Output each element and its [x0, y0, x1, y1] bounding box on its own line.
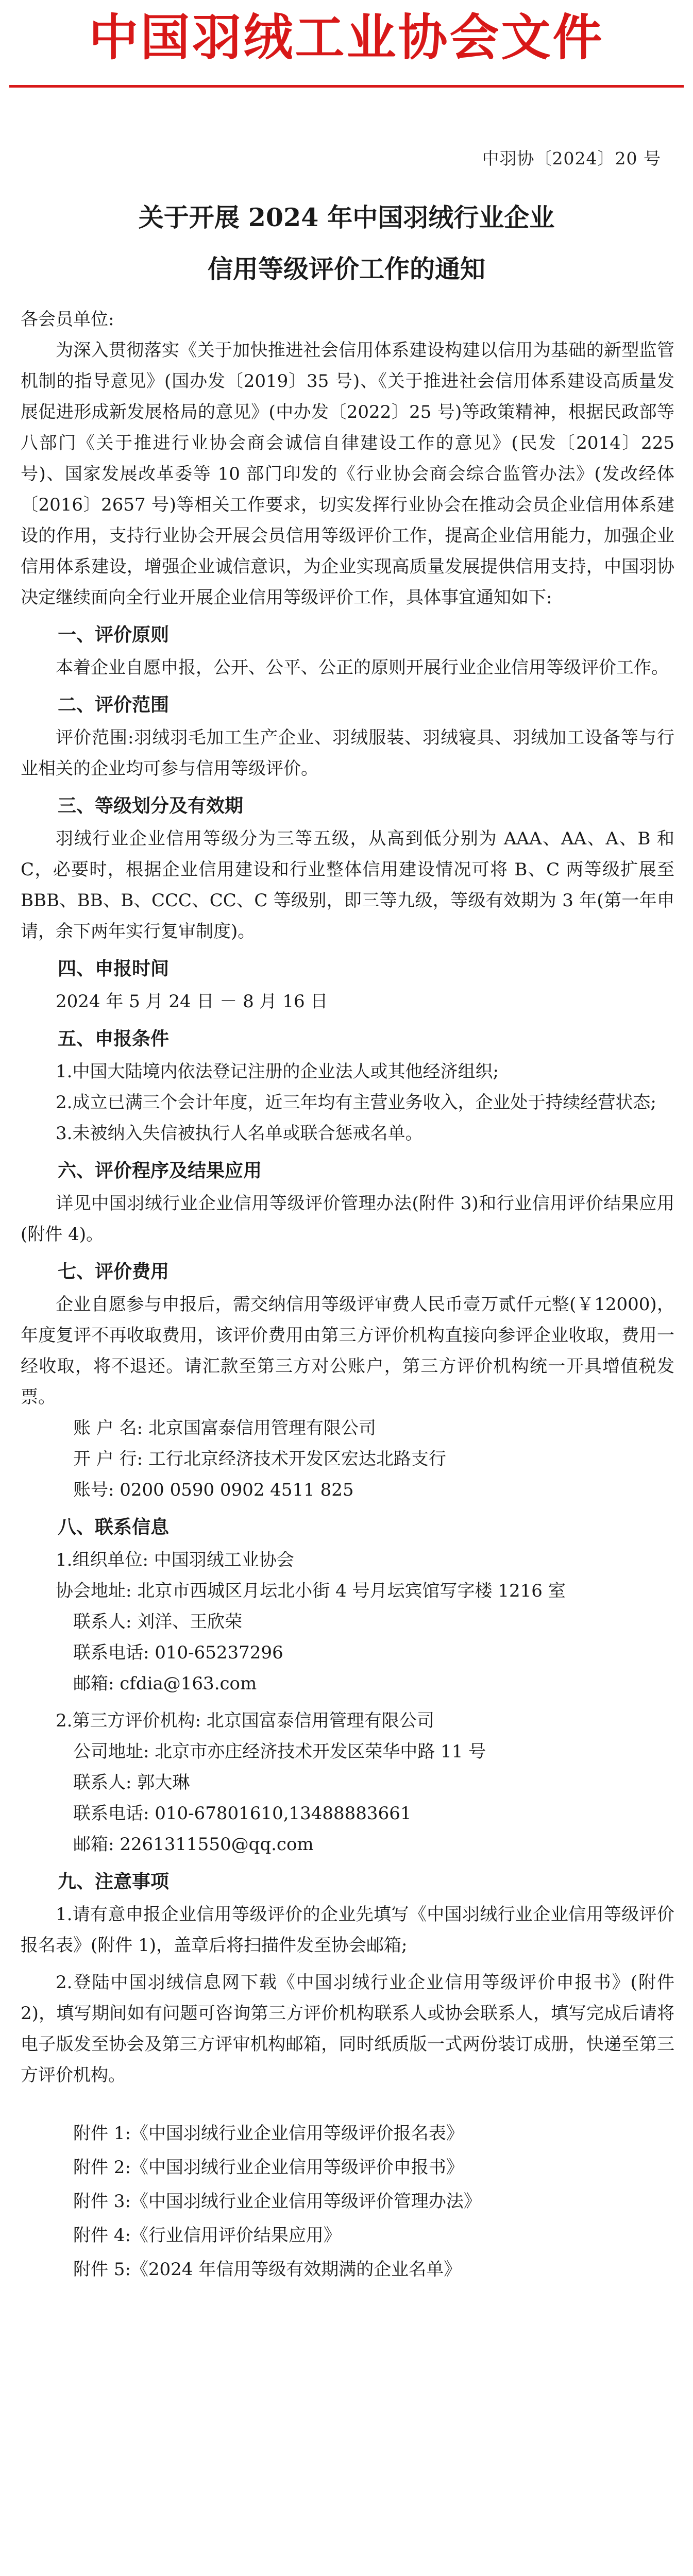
- section-heading-notes: 九、注意事项: [58, 1871, 170, 1892]
- section-heading-fees: 七、评价费用: [58, 1261, 170, 1282]
- contact-org-1-phone: 联系电话: 010-65237296: [73, 1642, 283, 1663]
- section-heading-grades: 三、等级划分及有效期: [58, 795, 244, 817]
- attachment-item: 附件 4:《行业信用评价结果应用》: [73, 2225, 341, 2246]
- section-text-scope: 评价范围:羽绒羽毛加工生产企业、羽绒服装、羽绒寝具、羽绒加工设备等与行业相关的企业均可参与信用等级评价。: [21, 727, 674, 779]
- section-text-period: 2024 年 5 月 24 日 － 8 月 16 日: [56, 991, 328, 1012]
- account-bank: 开 户 行: 工行北京经济技术开发区宏达北路支行: [73, 1449, 446, 1469]
- contact-org-2-email: 邮箱: 2261311550@qq.com: [73, 1834, 314, 1855]
- section-heading-scope: 二、评价范围: [58, 694, 170, 716]
- intro-paragraph: 为深入贯彻落实《关于加快推进社会信用体系建设构建以信用为基础的新型监管机制的指导意见》(国办发〔2019〕35 号)、《关于推进社会信用体系建设高质量发展促进形成新发展格局的意见》(中办发〔2022〕25 号)等政策精神，根据民政部等八部门《关于推进行业协会商会诚信自律建设工作的意见》(民发〔2014〕225 号)、国家发展改革委等 10 部门印发的《行业协会商会综合监管办法》(发改经体〔2016〕2657 号)等相关工作要求，切实发挥行业协会在推动会员企业信用体系建设的作用，支持行业协会开展会员信用等级评价工作，提高企业信用能力，加强企业信用体系建设，增强企业诚信意识，为企业实现高质量发展提供信用支持，中国羽协决定继续面向全行业开展企业信用等级评价工作，具体事宜通知如下:: [21, 340, 674, 608]
- attachment-item: 附件 2:《中国羽绒行业企业信用等级评价申报书》: [73, 2157, 464, 2178]
- attachment-item: 附件 5:《2024 年信用等级有效期满的企业名单》: [73, 2259, 462, 2280]
- contact-org-2-address: 公司地址: 北京市亦庄经济技术开发区荣华中路 11 号: [73, 1741, 486, 1762]
- account-name: 账 户 名: 北京国富泰信用管理有限公司: [73, 1418, 376, 1438]
- section-heading-principle: 一、评价原则: [58, 624, 170, 646]
- contact-org-1: 1.组织单位: 中国羽绒工业协会: [56, 1550, 294, 1570]
- contact-org-2: 2.第三方评价机构: 北京国富泰信用管理有限公司: [56, 1710, 434, 1731]
- notice-title: [0, 192, 693, 295]
- condition-item: 1.中国大陆境内依法登记注册的企业法人或其他经济组织;: [56, 1061, 499, 1082]
- contact-org-2-phone: 联系电话: 010-67801610,13488883661: [73, 1803, 412, 1824]
- attachment-item: 附件 1:《中国羽绒行业企业信用等级评价报名表》: [73, 2123, 464, 2144]
- note-item-1: 1.请有意申报企业信用等级评价的企业先填写《中国羽绒行业企业信用等级评价报名表》(附件 1)，盖章后将扫描件发至协会邮箱;: [21, 1904, 674, 1956]
- document-header-title: 中国羽绒工业协会文件: [89, 9, 604, 66]
- contact-org-1-address: 协会地址: 北京市西城区月坛北小街 4 号月坛宾馆写字楼 1216 室: [56, 1581, 566, 1601]
- condition-item: 2.成立已满三个会计年度，近三年均有主营业务收入，企业处于持续经营状态;: [56, 1092, 656, 1113]
- attachment-list: [21, 2116, 674, 2286]
- section-text-principle: 本着企业自愿申报，公开、公平、公正的原则开展行业企业信用等级评价工作。: [56, 657, 669, 678]
- section-text-grades: 羽绒行业企业信用等级分为三等五级，从高到低分别为 AAA、AA、A、B 和 C，必要时，根据企业信用建设和行业整体信用建设情况可将 B、C 两等级扩展至 BBB、BB、B、CCC、CC、C 等级别，即三等九级，等级有效期为 3 年(第一年申请，余下两年实行复审制度)。: [21, 828, 674, 942]
- contact-org-1-email: 邮箱: cfdia@163.com: [73, 1673, 257, 1694]
- contact-org-2-person: 联系人: 郭大琳: [73, 1772, 190, 1793]
- section-heading-period: 四、申报时间: [58, 958, 170, 979]
- contact-org-1-person: 联系人: 刘洋、王欣荣: [73, 1612, 243, 1632]
- section-text-procedure: 详见中国羽绒行业企业信用等级评价管理办法(附件 3)和行业信用评价结果应用(附件 4)。: [21, 1193, 674, 1245]
- header-red-divider: [9, 85, 684, 88]
- notice-title-line-1: 关于开展 2024 年中国羽绒行业企业: [138, 202, 555, 232]
- account-number: 账号: 0200 0590 0902 4511 825: [73, 1480, 354, 1500]
- section-heading-contacts: 八、联系信息: [58, 1516, 170, 1538]
- condition-item: 3.未被纳入失信被执行人名单或联合惩戒名单。: [56, 1123, 423, 1144]
- section-heading-procedure: 六、评价程序及结果应用: [58, 1160, 262, 1181]
- section-text-fees: 企业自愿参与申报后，需交纳信用等级评审费人民币壹万贰仟元整(￥12000)，年度复评不再收取费用，该评价费用由第三方评价机构直接向参评企业收取，费用一经收取，将不退还。请汇款至第三方对公账户，第三方评价机构统一开具增值税发票。: [21, 1294, 674, 1408]
- section-heading-conditions: 五、申报条件: [58, 1028, 170, 1049]
- attachment-item: 附件 3:《中国羽绒行业企业信用等级评价管理办法》: [73, 2191, 481, 2212]
- note-item-2: 2.登陆中国羽绒信息网下载《中国羽绒行业企业信用等级评价申报书》(附件 2)，填写期间如有问题可咨询第三方评价机构联系人或协会联系人，填写完成后请将电子版发至协会及第三方评审机构邮箱，同时纸质版一式两份装订成册，快递至第三方评价机构。: [21, 1972, 674, 2086]
- document-number: 中羽协〔2024〕20 号: [482, 148, 661, 168]
- notice-body: [21, 304, 674, 2286]
- salutation: 各会员单位:: [21, 309, 114, 330]
- notice-title-line-2: 信用等级评价工作的通知: [207, 254, 485, 284]
